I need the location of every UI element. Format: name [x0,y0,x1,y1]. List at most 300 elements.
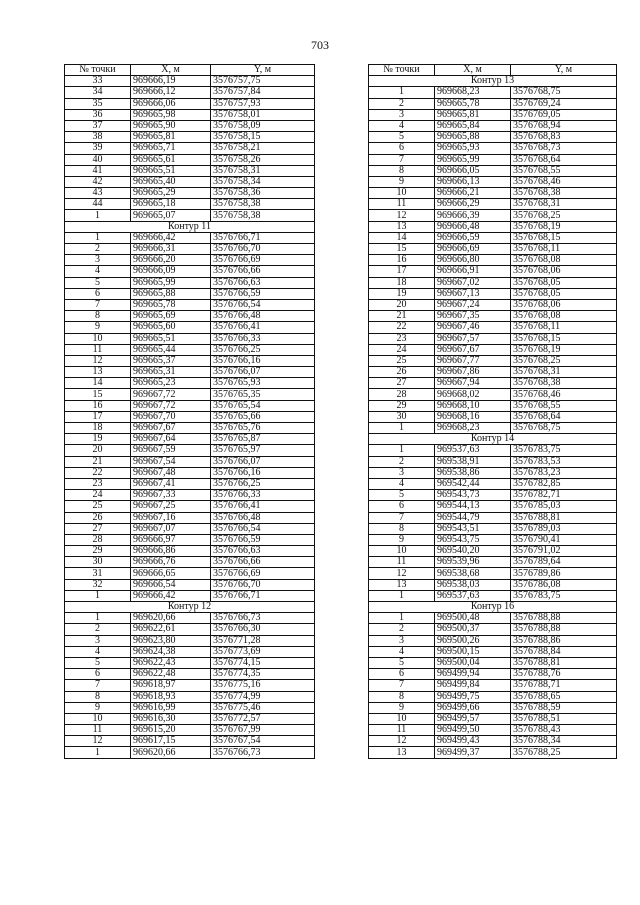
x-coordinate: 969667,24 [435,299,511,310]
x-coordinate: 969665,78 [131,299,211,310]
point-number: 38 [65,132,131,143]
table-row [369,165,617,176]
x-coordinate: 969666,13 [435,176,511,187]
contour-title-row [65,602,315,613]
coordinates-table-right [368,64,617,759]
y-coordinate: 3576768,08 [511,311,617,322]
y-coordinate: 3576782,71 [511,490,617,501]
y-coordinate: 3576768,31 [511,199,617,210]
point-number: 4 [369,646,435,657]
x-coordinate: 969667,16 [131,512,211,523]
y-coordinate: 3576791,02 [511,546,617,557]
table-row [65,624,315,635]
point-number: 20 [65,445,131,456]
x-coordinate: 969500,26 [435,635,511,646]
table-row [65,143,315,154]
point-number: 3 [369,635,435,646]
table-row [369,210,617,221]
table-row [369,367,617,378]
y-coordinate: 3576766,07 [211,456,315,467]
y-coordinate: 3576766,41 [211,322,315,333]
point-number: 2 [369,456,435,467]
x-coordinate: 969666,59 [435,232,511,243]
x-coordinate: 969540,20 [435,546,511,557]
y-coordinate: 3576768,46 [511,389,617,400]
x-coordinate: 969667,33 [131,490,211,501]
x-coordinate: 969667,35 [435,311,511,322]
point-number: 29 [369,400,435,411]
y-coordinate: 3576788,65 [511,691,617,702]
table-row [65,557,315,568]
contour-title-row [369,76,617,87]
x-coordinate: 969622,61 [131,624,211,635]
point-number: 2 [65,244,131,255]
table-row [369,232,617,243]
point-number: 7 [369,512,435,523]
y-coordinate: 3576768,11 [511,244,617,255]
table-row [369,467,617,478]
point-number: 3 [369,467,435,478]
x-coordinate: 969538,68 [435,568,511,579]
x-coordinate: 969667,77 [435,355,511,366]
y-coordinate: 3576768,15 [511,232,617,243]
point-number: 14 [369,232,435,243]
y-coordinate: 3576788,81 [511,657,617,668]
x-coordinate: 969665,07 [131,210,211,221]
table-row [65,590,315,601]
x-coordinate: 969667,67 [131,423,211,434]
table-row [65,467,315,478]
x-coordinate: 969668,23 [435,423,511,434]
table-row [369,657,617,668]
table-header-row [65,65,315,76]
y-coordinate: 3576765,97 [211,445,315,456]
table-row [65,165,315,176]
point-number: 31 [65,568,131,579]
y-coordinate: 3576758,34 [211,176,315,187]
point-number: 14 [65,378,131,389]
x-coordinate: 969665,99 [131,277,211,288]
x-coordinate: 969665,44 [131,344,211,355]
x-coordinate: 969668,16 [435,411,511,422]
x-coordinate: 969666,19 [131,76,211,87]
x-coordinate: 969666,97 [131,534,211,545]
table-row [65,188,315,199]
table-row [369,299,617,310]
point-number: 13 [369,221,435,232]
table-row [65,423,315,434]
x-coordinate: 969667,25 [131,501,211,512]
table-row [369,423,617,434]
x-coordinate: 969667,54 [131,456,211,467]
point-number: 10 [65,713,131,724]
y-coordinate: 3576766,48 [211,311,315,322]
x-coordinate: 969666,21 [435,188,511,199]
y-coordinate: 3576788,71 [511,680,617,691]
x-coordinate: 969544,79 [435,512,511,523]
table-row [65,255,315,266]
point-number: 17 [369,266,435,277]
x-coordinate: 969665,31 [131,367,211,378]
point-number: 10 [65,333,131,344]
table-row [65,333,315,344]
y-coordinate: 3576768,64 [511,411,617,422]
point-number: 6 [65,288,131,299]
y-coordinate: 3576766,54 [211,523,315,534]
y-coordinate: 3576765,93 [211,378,315,389]
contour-title: Контур 14 [369,434,617,445]
point-number: 19 [369,288,435,299]
y-coordinate: 3576768,25 [511,210,617,221]
y-coordinate: 3576769,05 [511,109,617,120]
y-coordinate: 3576757,93 [211,98,315,109]
x-coordinate: 969622,48 [131,669,211,680]
point-number: 29 [65,546,131,557]
table-row [65,512,315,523]
point-number: 35 [65,98,131,109]
y-coordinate: 3576783,75 [511,590,617,601]
y-coordinate: 3576768,38 [511,378,617,389]
table-row [369,691,617,702]
table-row [65,311,315,322]
x-coordinate: 969543,75 [435,534,511,545]
x-coordinate: 969499,94 [435,669,511,680]
x-coordinate: 969666,31 [131,244,211,255]
y-coordinate: 3576766,54 [211,299,315,310]
x-coordinate: 969616,30 [131,713,211,724]
table-row [369,255,617,266]
y-coordinate: 3576767,99 [211,725,315,736]
y-coordinate: 3576773,69 [211,646,315,657]
y-coordinate: 3576774,15 [211,657,315,668]
point-number: 27 [65,523,131,534]
point-number: 7 [369,680,435,691]
point-number: 4 [65,266,131,277]
header-point: № точки [369,65,435,76]
table-row [65,568,315,579]
table-row [65,232,315,243]
contour-title: Контур 16 [369,602,617,613]
point-number: 12 [369,568,435,579]
y-coordinate: 3576766,16 [211,355,315,366]
x-coordinate: 969622,43 [131,657,211,668]
y-coordinate: 3576766,70 [211,244,315,255]
y-coordinate: 3576788,76 [511,669,617,680]
table-row [65,445,315,456]
y-coordinate: 3576768,64 [511,154,617,165]
contour-title: Контур 13 [369,76,617,87]
x-coordinate: 969667,94 [435,378,511,389]
y-coordinate: 3576757,75 [211,76,315,87]
table-row [369,534,617,545]
point-number: 11 [369,725,435,736]
y-coordinate: 3576767,54 [211,736,315,747]
table-row [369,132,617,143]
table-row [369,188,617,199]
y-coordinate: 3576782,85 [511,478,617,489]
y-coordinate: 3576758,38 [211,199,315,210]
x-coordinate: 969666,05 [435,165,511,176]
point-number: 13 [369,747,435,758]
point-number: 3 [65,635,131,646]
point-number: 4 [369,120,435,131]
point-number: 12 [369,210,435,221]
y-coordinate: 3576765,66 [211,411,315,422]
x-coordinate: 969667,70 [131,411,211,422]
table-row [369,568,617,579]
x-coordinate: 969542,44 [435,478,511,489]
table-row [369,143,617,154]
table-row [369,344,617,355]
point-number: 22 [369,322,435,333]
point-number: 16 [369,255,435,266]
x-coordinate: 969666,12 [131,87,211,98]
table-row [369,680,617,691]
point-number: 2 [65,624,131,635]
y-coordinate: 3576766,48 [211,512,315,523]
y-coordinate: 3576768,55 [511,165,617,176]
y-coordinate: 3576786,08 [511,579,617,590]
page-number: 703 [311,38,329,52]
y-coordinate: 3576783,53 [511,456,617,467]
y-coordinate: 3576758,36 [211,188,315,199]
y-coordinate: 3576758,09 [211,120,315,131]
point-number: 7 [369,154,435,165]
x-coordinate: 969620,66 [131,747,211,758]
table-row [65,434,315,445]
point-number: 34 [65,87,131,98]
table-row [65,355,315,366]
y-coordinate: 3576766,63 [211,546,315,557]
x-coordinate: 969666,86 [131,546,211,557]
point-number: 36 [65,109,131,120]
table-row [369,456,617,467]
y-coordinate: 3576788,88 [511,624,617,635]
table-row [369,333,617,344]
table-row [65,534,315,545]
point-number: 28 [65,534,131,545]
y-coordinate: 3576768,19 [511,344,617,355]
table-row [369,244,617,255]
y-coordinate: 3576768,55 [511,400,617,411]
x-coordinate: 969667,57 [435,333,511,344]
y-coordinate: 3576768,06 [511,299,617,310]
y-coordinate: 3576766,71 [211,590,315,601]
point-number: 6 [369,501,435,512]
x-coordinate: 969538,86 [435,467,511,478]
y-coordinate: 3576766,25 [211,478,315,489]
table-row [65,478,315,489]
x-coordinate: 969618,93 [131,691,211,702]
x-coordinate: 969499,50 [435,725,511,736]
table-row [65,680,315,691]
x-coordinate: 969543,51 [435,523,511,534]
table-row [65,389,315,400]
x-coordinate: 969667,72 [131,400,211,411]
point-number: 11 [369,199,435,210]
x-coordinate: 969666,42 [131,590,211,601]
table-row [369,277,617,288]
point-number: 2 [369,98,435,109]
table-row [369,747,617,758]
point-number: 12 [65,736,131,747]
x-coordinate: 969544,13 [435,501,511,512]
point-number: 10 [369,713,435,724]
x-coordinate: 969500,15 [435,646,511,657]
x-coordinate: 969668,10 [435,400,511,411]
y-coordinate: 3576788,25 [511,747,617,758]
point-number: 6 [369,669,435,680]
point-number: 13 [369,579,435,590]
point-number: 20 [369,299,435,310]
y-coordinate: 3576769,24 [511,98,617,109]
point-number: 44 [65,199,131,210]
table-row [65,277,315,288]
x-coordinate: 969499,57 [435,713,511,724]
x-coordinate: 969499,66 [435,702,511,713]
point-number: 8 [369,523,435,534]
point-number: 24 [65,490,131,501]
x-coordinate: 969665,78 [435,98,511,109]
table-row [65,87,315,98]
x-coordinate: 969665,51 [131,165,211,176]
x-coordinate: 969499,37 [435,747,511,758]
x-coordinate: 969665,90 [131,120,211,131]
table-row [369,523,617,534]
y-coordinate: 3576768,08 [511,255,617,266]
table-row [369,355,617,366]
point-number: 11 [65,725,131,736]
x-coordinate: 969667,07 [131,523,211,534]
y-coordinate: 3576765,87 [211,434,315,445]
y-coordinate: 3576788,34 [511,736,617,747]
x-coordinate: 969666,91 [435,266,511,277]
y-coordinate: 3576766,70 [211,579,315,590]
y-coordinate: 3576783,23 [511,467,617,478]
table-row [65,344,315,355]
x-coordinate: 969667,59 [131,445,211,456]
x-coordinate: 969665,81 [131,132,211,143]
point-number: 25 [369,355,435,366]
table-row [369,579,617,590]
table-row [369,646,617,657]
point-number: 41 [65,165,131,176]
y-coordinate: 3576758,38 [211,210,315,221]
y-coordinate: 3576790,41 [511,534,617,545]
table-row [65,523,315,534]
point-number: 7 [65,680,131,691]
x-coordinate: 969667,13 [435,288,511,299]
y-coordinate: 3576768,06 [511,266,617,277]
y-coordinate: 3576788,86 [511,635,617,646]
table-row [369,445,617,456]
point-number: 1 [65,747,131,758]
x-coordinate: 969665,61 [131,154,211,165]
y-coordinate: 3576788,88 [511,613,617,624]
table-row [65,400,315,411]
y-coordinate: 3576758,15 [211,132,315,143]
table-row [369,389,617,400]
table-row [65,501,315,512]
y-coordinate: 3576766,71 [211,232,315,243]
point-number: 8 [369,691,435,702]
point-number: 1 [369,87,435,98]
table-row [65,490,315,501]
y-coordinate: 3576772,57 [211,713,315,724]
y-coordinate: 3576785,03 [511,501,617,512]
table-row [369,557,617,568]
y-coordinate: 3576757,84 [211,87,315,98]
point-number: 1 [65,590,131,601]
y-coordinate: 3576766,66 [211,557,315,568]
table-row [369,501,617,512]
x-coordinate: 969665,60 [131,322,211,333]
x-coordinate: 969499,43 [435,736,511,747]
y-coordinate: 3576768,15 [511,333,617,344]
y-coordinate: 3576768,94 [511,120,617,131]
table-row [369,120,617,131]
x-coordinate: 969665,98 [131,109,211,120]
point-number: 30 [369,411,435,422]
contour-title: Контур 11 [65,221,315,232]
x-coordinate: 969499,75 [435,691,511,702]
x-coordinate: 969668,02 [435,389,511,400]
y-coordinate: 3576774,99 [211,691,315,702]
table-row [369,624,617,635]
y-coordinate: 3576758,21 [211,143,315,154]
y-coordinate: 3576768,75 [511,87,617,98]
point-number: 13 [65,367,131,378]
point-number: 1 [369,445,435,456]
contour-title: Контур 12 [65,602,315,613]
point-number: 12 [65,355,131,366]
point-number: 18 [65,423,131,434]
table-row [65,702,315,713]
table-row [369,590,617,601]
table-row [65,378,315,389]
point-number: 1 [65,232,131,243]
point-number: 19 [65,434,131,445]
x-coordinate: 969665,69 [131,311,211,322]
point-number: 16 [65,400,131,411]
point-number: 26 [65,512,131,523]
y-coordinate: 3576775,46 [211,702,315,713]
table-row [65,691,315,702]
y-coordinate: 3576788,81 [511,512,617,523]
x-coordinate: 969620,66 [131,613,211,624]
table-row [65,98,315,109]
point-number: 30 [65,557,131,568]
point-number: 1 [369,423,435,434]
x-coordinate: 969666,29 [435,199,511,210]
y-coordinate: 3576774,35 [211,669,315,680]
point-number: 3 [65,255,131,266]
header-x: X, м [131,65,211,76]
point-number: 42 [65,176,131,187]
y-coordinate: 3576768,25 [511,355,617,366]
y-coordinate: 3576758,01 [211,109,315,120]
x-coordinate: 969666,06 [131,98,211,109]
point-number: 4 [369,478,435,489]
y-coordinate: 3576788,84 [511,646,617,657]
y-coordinate: 3576768,73 [511,143,617,154]
table-row [65,725,315,736]
table-row [65,713,315,724]
table-row [65,646,315,657]
y-coordinate: 3576768,38 [511,188,617,199]
table-row [65,154,315,165]
x-coordinate: 969666,54 [131,579,211,590]
